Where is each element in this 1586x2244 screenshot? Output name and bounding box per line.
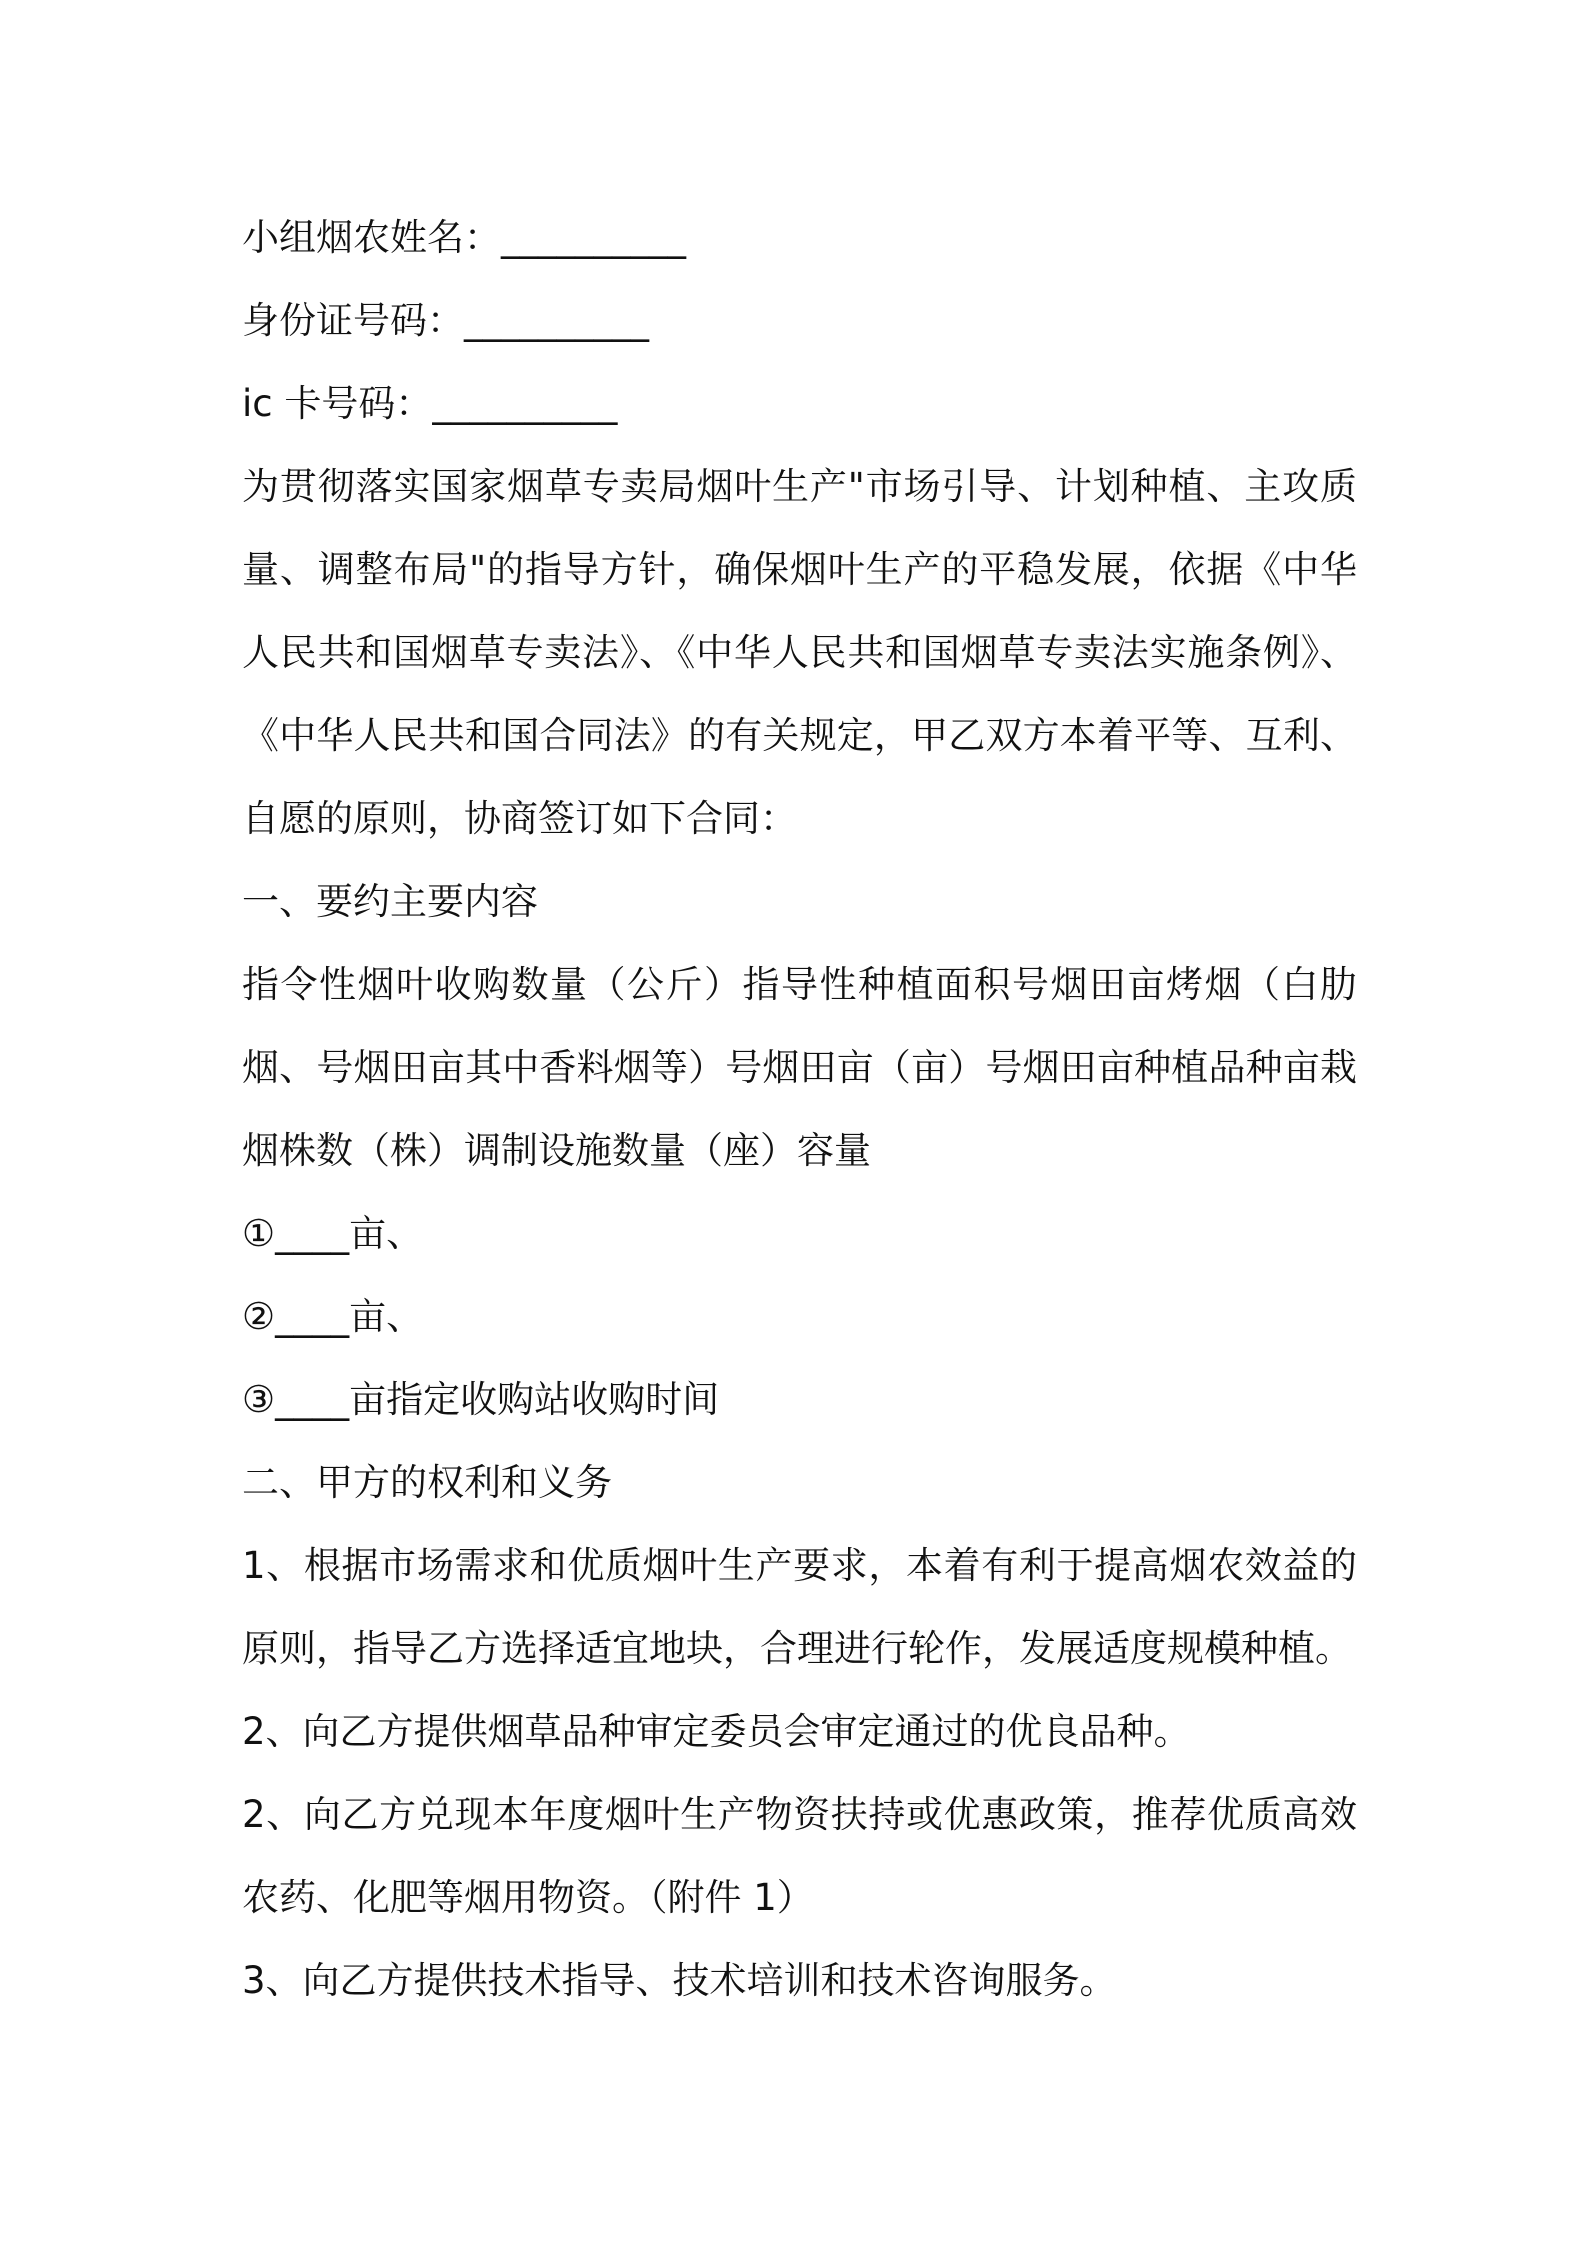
clause-1: 1、根据市场需求和优质烟叶生产要求，本着有利于提高烟农效益的原则，指导乙方选择适宜地块，合理进行轮作，发展适度规模种植。 xyxy=(242,1544,1357,1670)
ic-card-field: ic 卡号码：__________ xyxy=(242,382,618,425)
list-item: ②____亩、 xyxy=(242,1295,424,1338)
clause-2: 2、向乙方提供烟草品种审定委员会审定通过的优良品种。 xyxy=(242,1710,1191,1753)
section-2-heading: 二、甲方的权利和义务 xyxy=(242,1461,612,1504)
list-item: ①____亩、 xyxy=(242,1212,424,1255)
list-item: ③____亩指定收购站收购时间 xyxy=(242,1378,720,1421)
intro-paragraph: 为贯彻落实国家烟草专卖局烟叶生产"市场引导、计划种植、主攻质量、调整布局"的指导方针，确保烟叶生产的平稳发展，依据《中华人民共和国烟草专卖法》、《中华人民共和国烟草专卖法实施条例》、《中华人民共和国合同法》的有关规定，甲乙双方本着平等、互利、自愿的原则，协商签订如下合同： xyxy=(242,465,1357,840)
document-body xyxy=(242,196,1357,2022)
clause-2b: 2、向乙方兑现本年度烟叶生产物资扶持或优惠政策，推荐优质高效农药、化肥等烟用物资。（附件 1） xyxy=(242,1793,1357,1919)
section-1-heading: 一、要约主要内容 xyxy=(242,880,538,923)
clause-3: 3、向乙方提供技术指导、技术培训和技术咨询服务。 xyxy=(242,1959,1117,2002)
section-1-body: 指令性烟叶收购数量（公斤）指导性种植面积号烟田亩烤烟（白肋烟、号烟田亩其中香料烟等）号烟田亩（亩）号烟田亩种植品种亩栽烟株数（株）调制设施数量（座）容量 xyxy=(242,963,1357,1172)
id-number-field: 身份证号码：__________ xyxy=(242,299,649,342)
farmer-name-field: 小组烟农姓名：__________ xyxy=(242,216,686,259)
